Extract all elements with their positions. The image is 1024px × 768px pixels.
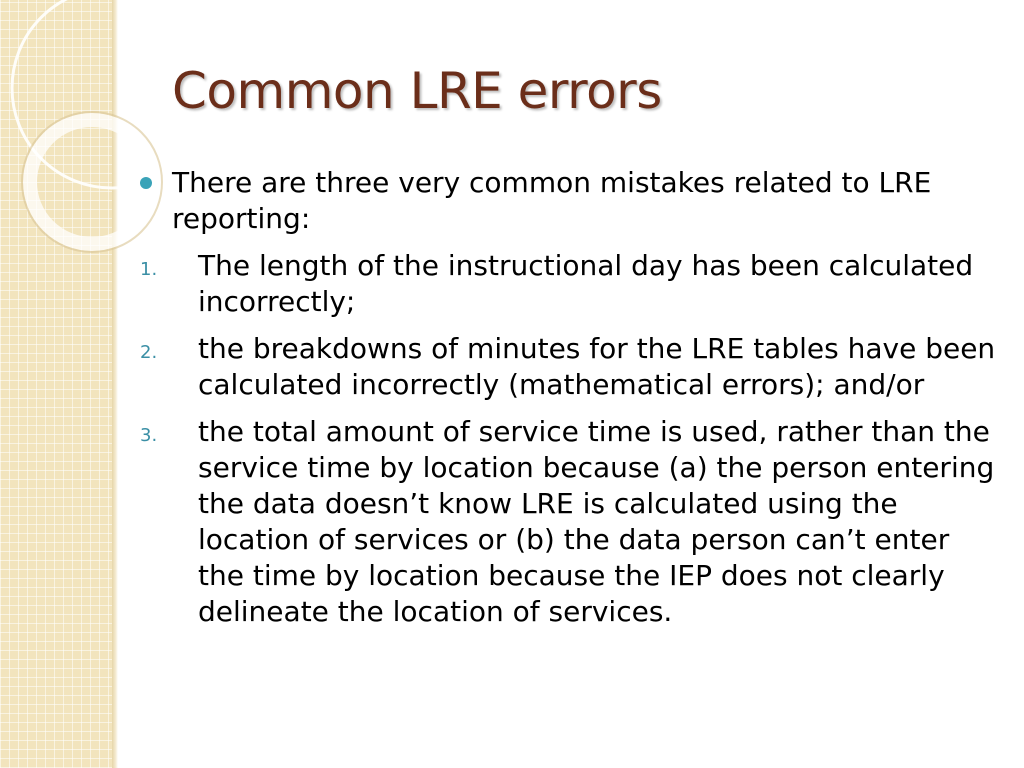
list-item-number: 2.: [140, 342, 158, 363]
intro-bullet: [140, 165, 1000, 237]
decorative-side-border: [112, 0, 118, 768]
bullet-dot-icon: [140, 177, 152, 189]
list-item-number: 3.: [140, 425, 158, 446]
list-item: [140, 248, 1000, 320]
list-item-text: The length of the instructional day has been calculated incorrectly;: [198, 249, 974, 318]
list-item-number: 1.: [140, 259, 158, 280]
list-item: [140, 331, 1000, 403]
slide-body: [140, 165, 1000, 641]
list-item: [140, 414, 1000, 630]
list-item-text: the breakdowns of minutes for the LRE tables have been calculated incorrectly (mathematical errors); and/or: [198, 332, 996, 401]
decorative-side-strip: [0, 0, 112, 768]
intro-text: There are three very common mistakes related to LRE reporting:: [172, 166, 932, 235]
slide-title: Common LRE errors: [172, 62, 662, 120]
list-item-text: the total amount of service time is used, rather than the service time by location because (a) the person entering the data doesn’t know LRE is calculated using the location of services or (b) the data person can’t enter the time by location because the IEP does not clearly delineate the location of services.: [198, 415, 995, 628]
